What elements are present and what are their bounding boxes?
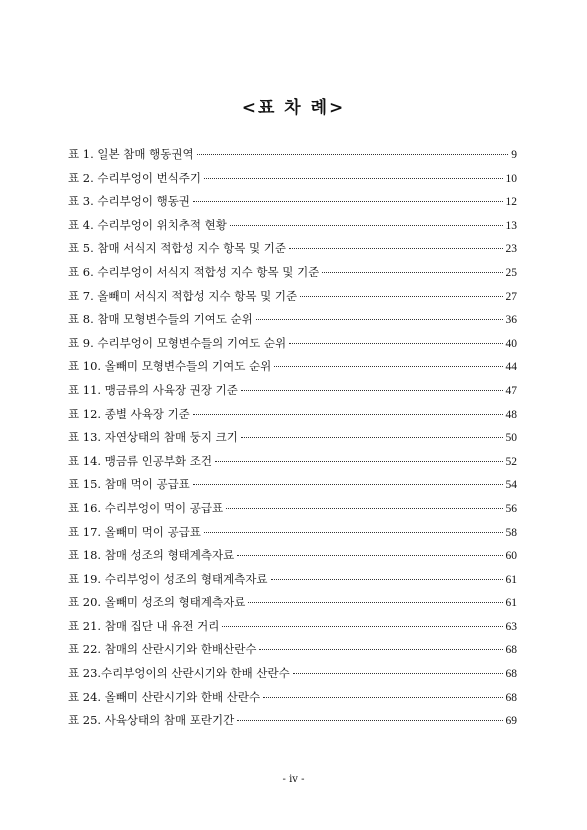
dot-leader xyxy=(289,248,503,249)
toc-entry-label: 표 11. 맹금류의 사육장 권장 기준 xyxy=(68,382,238,397)
dot-leader xyxy=(241,390,503,391)
toc-entry[interactable] xyxy=(68,665,517,689)
toc-entry[interactable] xyxy=(68,240,517,264)
dot-leader xyxy=(263,697,502,698)
dot-leader xyxy=(274,366,502,367)
toc-entry-page-number: 23 xyxy=(505,243,517,256)
toc-entry[interactable] xyxy=(68,594,517,618)
toc-entry[interactable] xyxy=(68,571,517,595)
toc-entry[interactable] xyxy=(68,712,517,736)
toc-entry-label: 표 12. 종별 사육장 기준 xyxy=(68,406,190,421)
toc-entry-label: 표 14. 맹금류 인공부화 조건 xyxy=(68,453,212,468)
dot-leader xyxy=(237,555,502,556)
toc-entry[interactable] xyxy=(68,500,517,524)
table-of-tables xyxy=(68,146,517,736)
toc-entry-page-number: 48 xyxy=(505,408,517,421)
toc-entry-page-number: 47 xyxy=(505,384,517,397)
toc-entry-page-number: 12 xyxy=(505,196,517,209)
toc-entry-page-number: 40 xyxy=(505,337,517,350)
toc-entry-label: 표 6. 수리부엉이 서식지 적합성 지수 항목 및 기준 xyxy=(68,264,320,279)
dot-leader xyxy=(259,649,502,650)
toc-entry[interactable] xyxy=(68,618,517,642)
toc-entry-label: 표 20. 올빼미 성조의 형태계측자료 xyxy=(68,595,246,610)
toc-entry-label: 표 22. 참매의 산란시기와 한배산란수 xyxy=(68,642,257,657)
dot-leader xyxy=(271,579,503,580)
toc-entry-label: 표 5. 참매 서식지 적합성 지수 항목 및 기준 xyxy=(68,241,286,256)
toc-entry-page-number: 36 xyxy=(505,314,517,327)
toc-entry[interactable] xyxy=(68,264,517,288)
toc-entry-label: 표 8. 참매 모형변수들의 기여도 순위 xyxy=(68,312,253,327)
toc-entry-label: 표 4. 수리부엉이 위치추적 현황 xyxy=(68,217,227,232)
dot-leader xyxy=(300,296,502,297)
dot-leader xyxy=(293,673,503,674)
toc-entry-label: 표 3. 수리부엉이 행동권 xyxy=(68,194,190,209)
dot-leader xyxy=(197,154,509,155)
toc-entry-page-number: 68 xyxy=(505,644,517,657)
toc-entry-page-number: 52 xyxy=(505,455,517,468)
dot-leader xyxy=(322,272,502,273)
toc-entry-page-number: 69 xyxy=(505,715,517,728)
toc-entry[interactable] xyxy=(68,476,517,500)
toc-entry-page-number: 61 xyxy=(505,597,517,610)
toc-entry[interactable] xyxy=(68,358,517,382)
toc-entry-page-number: 58 xyxy=(505,526,517,539)
toc-entry-page-number: 10 xyxy=(505,172,517,185)
dot-leader xyxy=(204,532,503,533)
toc-entry[interactable] xyxy=(68,524,517,548)
dot-leader xyxy=(222,626,502,627)
toc-entry-label: 표 2. 수리부엉이 번식주기 xyxy=(68,170,202,185)
toc-entry-page-number: 56 xyxy=(505,502,517,515)
toc-entry-page-number: 68 xyxy=(505,668,517,681)
toc-entry-page-number: 60 xyxy=(505,550,517,563)
toc-entry-page-number: 68 xyxy=(505,691,517,704)
toc-entry-label: 표 15. 참매 먹이 공급표 xyxy=(68,477,190,492)
dot-leader xyxy=(237,720,502,721)
toc-entry-page-number: 61 xyxy=(505,573,517,586)
toc-entry-page-number: 44 xyxy=(505,361,517,374)
dot-leader xyxy=(289,343,502,344)
dot-leader xyxy=(230,225,503,226)
toc-entry[interactable] xyxy=(68,382,517,406)
dot-leader xyxy=(248,602,502,603)
toc-entry[interactable] xyxy=(68,406,517,430)
toc-entry[interactable] xyxy=(68,288,517,312)
toc-entry[interactable] xyxy=(68,429,517,453)
toc-entry-label: 표 16. 수리부엉이 먹이 공급표 xyxy=(68,500,224,515)
toc-entry-label: 표 17. 올빼미 먹이 공급표 xyxy=(68,524,201,539)
toc-entry-page-number: 13 xyxy=(505,219,517,232)
toc-entry-page-number: 63 xyxy=(505,620,517,633)
page-number-footer: - iv - xyxy=(282,774,305,785)
dot-leader xyxy=(193,414,503,415)
toc-entry-label: 표 23.수리부엉이의 산란시기와 한배 산란수 xyxy=(68,666,290,681)
toc-entry-page-number: 27 xyxy=(505,290,517,303)
page-title: <표 차 례> xyxy=(241,98,346,118)
toc-entry[interactable] xyxy=(68,217,517,241)
toc-entry[interactable] xyxy=(68,453,517,477)
dot-leader xyxy=(193,484,503,485)
toc-entry-page-number: 50 xyxy=(505,432,517,445)
toc-entry[interactable] xyxy=(68,311,517,335)
toc-entry[interactable] xyxy=(68,689,517,713)
toc-entry[interactable] xyxy=(68,193,517,217)
dot-leader xyxy=(226,508,502,509)
dot-leader xyxy=(241,437,503,438)
toc-entry[interactable] xyxy=(68,170,517,194)
toc-entry[interactable] xyxy=(68,641,517,665)
toc-entry[interactable] xyxy=(68,547,517,571)
dot-leader xyxy=(215,461,503,462)
dot-leader xyxy=(256,319,503,320)
toc-entry-label: 표 19. 수리부엉이 성조의 형태계측자료 xyxy=(68,571,268,586)
toc-entry-label: 표 13. 자연상태의 참매 둥지 크기 xyxy=(68,430,238,445)
toc-entry-label: 표 25. 사육상태의 참매 포란기간 xyxy=(68,713,235,728)
toc-entry-label: 표 18. 참매 성조의 형태계측자료 xyxy=(68,548,235,563)
dot-leader xyxy=(204,178,502,179)
toc-entry-label: 표 24. 올빼미 산란시기와 한배 산란수 xyxy=(68,689,261,704)
toc-entry[interactable] xyxy=(68,335,517,359)
toc-entry-label: 표 9. 수리부엉이 모형변수들의 기여도 순위 xyxy=(68,335,287,350)
toc-entry-label: 표 7. 올빼미 서식지 적합성 지수 항목 및 기준 xyxy=(68,288,298,303)
toc-entry-page-number: 9 xyxy=(511,149,517,161)
toc-entry-label: 표 21. 참매 집단 내 유전 거리 xyxy=(68,618,220,633)
toc-entry-label: 표 1. 일본 참매 행동권역 xyxy=(68,147,194,161)
toc-entry-label: 표 10. 올빼미 모형변수들의 기여도 순위 xyxy=(68,359,272,374)
toc-entry[interactable] xyxy=(68,146,517,170)
dot-leader xyxy=(193,201,503,202)
toc-entry-page-number: 54 xyxy=(505,479,517,492)
toc-entry-page-number: 25 xyxy=(505,266,517,279)
